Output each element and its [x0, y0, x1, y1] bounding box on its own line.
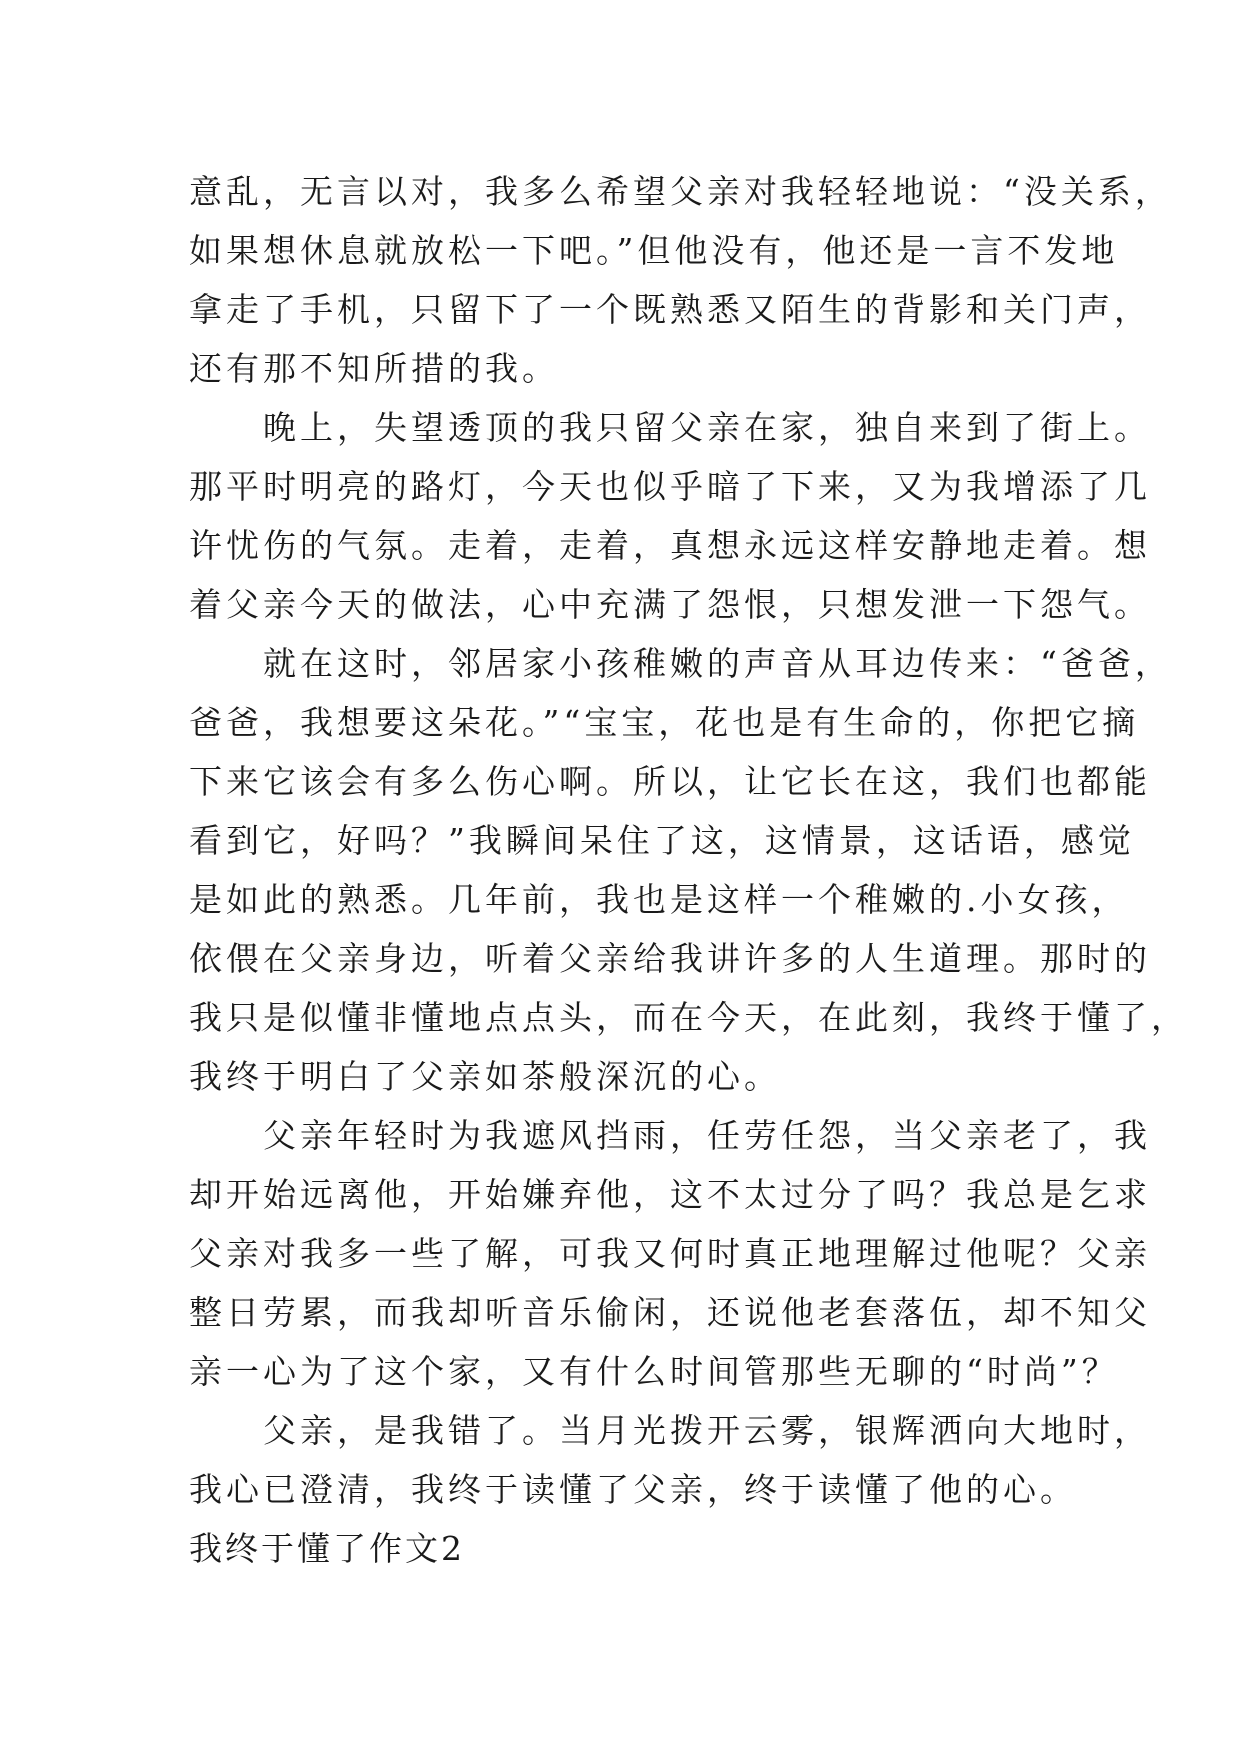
- text-line: 我心已澄清，我终于读懂了父亲，终于读懂了他的心。: [189, 1470, 1077, 1509]
- text-line: 父亲年轻时为我遮风挡雨，任劳任怨，当父亲老了，我: [189, 1116, 1151, 1155]
- text-line: 爸爸，我想要这朵花。”“宝宝，花也是有生命的，你把它摘: [189, 703, 1140, 742]
- section-heading: 我终于懂了作文2: [189, 1529, 465, 1568]
- text-line: 下来它该会有多么伤心啊。所以，让它长在这，我们也都能: [189, 762, 1151, 801]
- text-line: 如果想休息就放松一下吧。”但他没有，他还是一言不发地: [189, 231, 1119, 270]
- text-line: 父亲，是我错了。当月光拨开云雾，银辉洒向大地时，: [189, 1411, 1151, 1450]
- text-line: 着父亲今天的做法，心中充满了怨恨，只想发泄一下怨气。: [189, 585, 1151, 624]
- text-line: 是如此的熟悉。几年前，我也是这样一个稚嫩的.小女孩，: [189, 880, 1129, 919]
- text-line: 依偎在父亲身边，听着父亲给我讲许多的人生道理。那时的: [189, 939, 1151, 978]
- text-line: 看到它，好吗？”我瞬间呆住了这，这情景，这话语，感觉: [189, 821, 1135, 860]
- text-line: 我终于明白了父亲如茶般深沉的心。: [189, 1057, 781, 1096]
- text-line: 亲一心为了这个家，又有什么时间管那些无聊的“时尚”？: [189, 1352, 1119, 1391]
- text-line: 就在这时，邻居家小孩稚嫩的声音从耳边传来：“爸爸，: [189, 644, 1172, 683]
- essay-body: [189, 162, 1188, 1578]
- text-line: 那平时明亮的路灯，今天也似乎暗了下来，又为我增添了几: [189, 467, 1151, 506]
- text-line: 还有那不知所措的我。: [189, 349, 559, 388]
- text-line: 意乱，无言以对，我多么希望父亲对我轻轻地说：“没关系，: [189, 172, 1172, 211]
- text-line: 晚上，失望透顶的我只留父亲在家，独自来到了街上。: [189, 408, 1151, 447]
- text-line: 许忧伤的气氛。走着，走着，真想永远这样安静地走着。想: [189, 526, 1151, 565]
- text-line: 却开始远离他，开始嫌弃他，这不太过分了吗？我总是乞求: [189, 1175, 1151, 1214]
- text-line: 父亲对我多一些了解，可我又何时真正地理解过他呢？父亲: [189, 1234, 1151, 1273]
- text-line: 拿走了手机，只留下了一个既熟悉又陌生的背影和关门声，: [189, 290, 1151, 329]
- text-line: 整日劳累，而我却听音乐偷闲，还说他老套落伍，却不知父: [189, 1293, 1151, 1332]
- text-line: 我只是似懂非懂地点点头，而在今天，在此刻，我终于懂了，: [189, 998, 1188, 1037]
